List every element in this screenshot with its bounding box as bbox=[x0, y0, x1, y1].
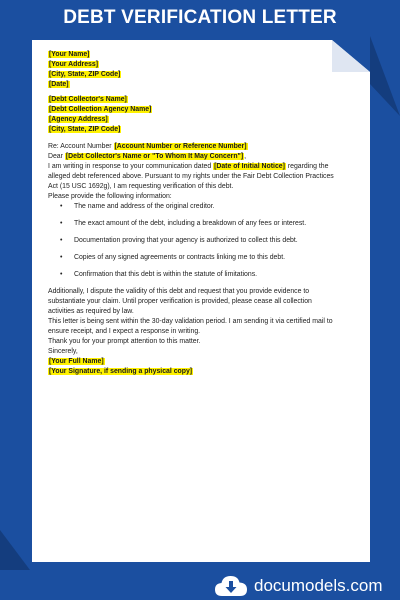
re-prefix: Re: Account Number bbox=[48, 143, 114, 150]
sender-address-field: [Your Address] bbox=[49, 61, 99, 68]
date-field: [Date] bbox=[49, 81, 69, 88]
dispute-line: activities as required by law. bbox=[48, 308, 134, 315]
signature-field: [Your Signature, if sending a physical copy] bbox=[49, 368, 193, 375]
list-item: • The name and address of the original creditor. bbox=[48, 202, 360, 212]
intro-line-1-suffix: regarding the bbox=[285, 163, 329, 170]
closing: Sincerely, bbox=[48, 348, 78, 355]
dispute-line: substantiate your claim. Until proper verification is provided, please cease all collection bbox=[48, 298, 312, 305]
salutation bbox=[48, 152, 360, 162]
salutation-field: [Debt Collector's Name or "To Whom It May Concern"] bbox=[65, 153, 244, 160]
salutation-suffix: , bbox=[244, 153, 247, 160]
accent-shape-bottom bbox=[0, 530, 30, 570]
intro-line-1-prefix: I am writing in response to your communication dated bbox=[48, 163, 214, 170]
signature-block bbox=[48, 347, 360, 377]
request-list bbox=[48, 202, 360, 280]
site-name[interactable]: documodels.com bbox=[254, 576, 383, 595]
cloud-download-icon bbox=[214, 574, 248, 598]
request-intro: Please provide the following information: bbox=[48, 193, 172, 200]
validation-paragraph bbox=[48, 317, 360, 337]
title-banner bbox=[0, 0, 400, 36]
sender-name-field: [Your Name] bbox=[49, 51, 90, 58]
full-name-field: [Your Full Name] bbox=[49, 358, 104, 365]
list-item: • Confirmation that this debt is within the statute of limitations. bbox=[48, 270, 360, 280]
account-number-field: [Account Number or Reference Number] bbox=[114, 143, 247, 150]
validation-line: This letter is being sent within the 30-day validation period. I am sending it via certified mail to bbox=[48, 318, 333, 325]
collector-name-field: [Debt Collector's Name] bbox=[49, 96, 127, 103]
validation-line: ensure receipt, and I expect a response in writing. bbox=[48, 328, 201, 335]
initial-notice-date-field: [Date of Initial Notice] bbox=[214, 163, 285, 170]
agency-name-field: [Debt Collection Agency Name] bbox=[49, 106, 152, 113]
intro-paragraph bbox=[48, 162, 360, 192]
thanks-line: Thank you for your prompt attention to this matter. bbox=[48, 338, 201, 345]
accent-shape-top bbox=[370, 36, 400, 116]
agency-city-field: [City, State, ZIP Code] bbox=[49, 126, 121, 133]
page-title: DEBT VERIFICATION LETTER bbox=[63, 7, 337, 28]
dispute-line: Additionally, I dispute the validity of this debt and request that you provide evidence to bbox=[48, 288, 310, 295]
recipient-block bbox=[48, 95, 360, 135]
intro-line-2: alleged debt referenced above. Pursuant to my rights under the Fair Debt Collection Practices bbox=[48, 173, 334, 180]
salutation-prefix: Dear bbox=[48, 153, 65, 160]
agency-address-field: [Agency Address] bbox=[49, 116, 108, 123]
list-item: • Documentation proving that your agency is authorized to collect this debt. bbox=[48, 236, 360, 246]
list-item: • The exact amount of the debt, including a breakdown of any fees or interest. bbox=[48, 219, 360, 229]
letter-body bbox=[48, 50, 360, 377]
dispute-paragraph bbox=[48, 287, 360, 317]
sender-city-field: [City, State, ZIP Code] bbox=[49, 71, 121, 78]
re-line bbox=[48, 142, 360, 152]
intro-line-3: Act (15 USC 1692g), I am requesting verification of this debt. bbox=[48, 183, 234, 190]
sender-block bbox=[48, 50, 360, 90]
list-item: • Copies of any signed agreements or contracts linking me to this debt. bbox=[48, 253, 360, 263]
